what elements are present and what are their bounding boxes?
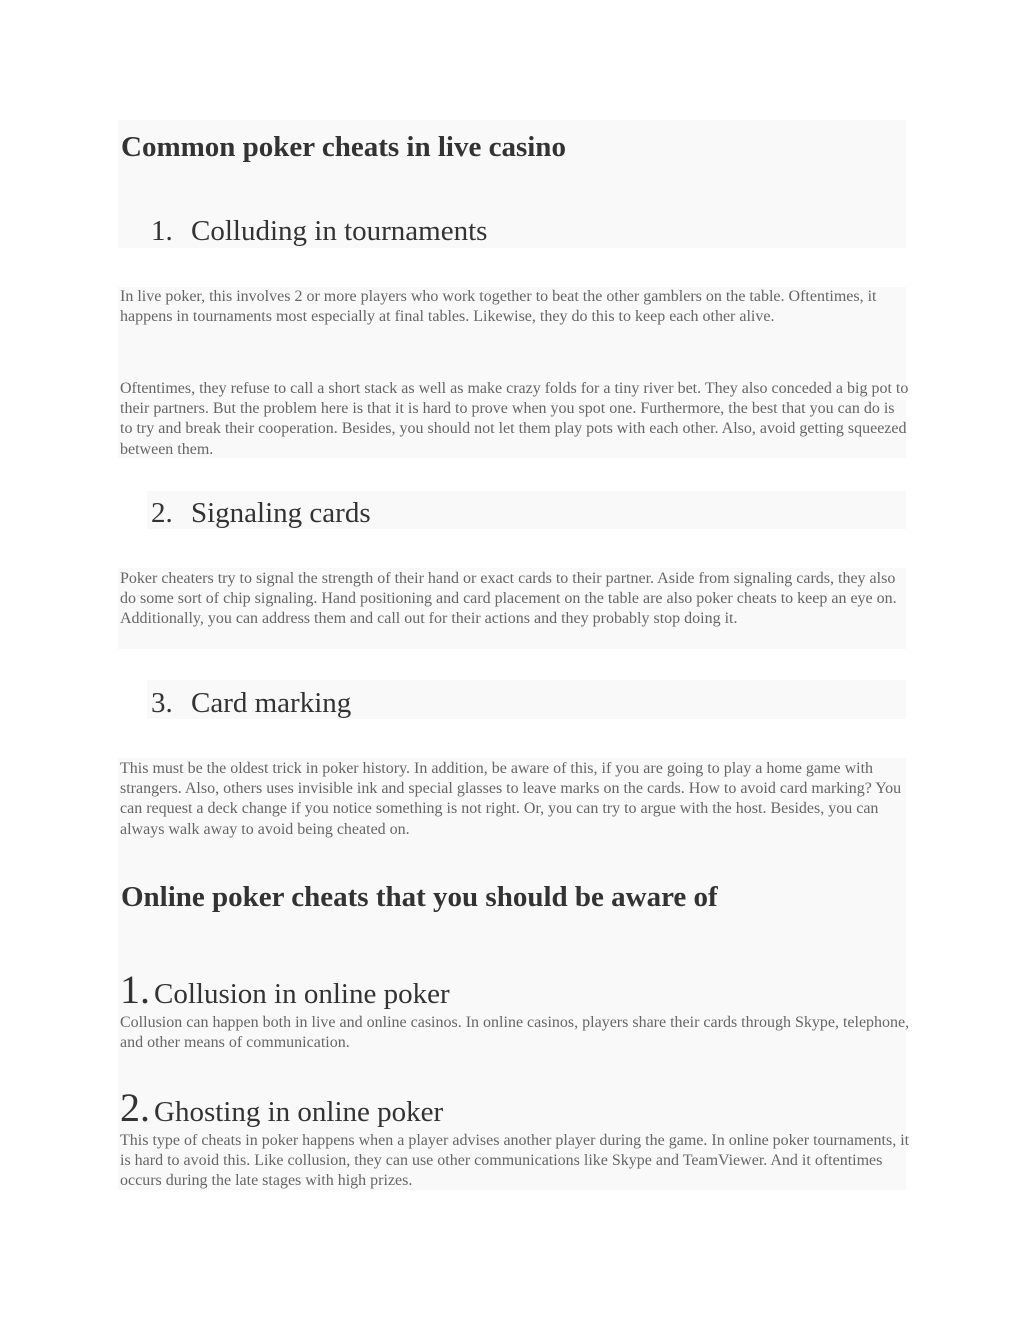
paragraph: Poker cheaters try to signal the strength of their hand or exact cards to their partner. Aside from signaling cards, they also do some sort of chip signaling. Hand positioning and card placement on the table are also poker cheats to keep an eye on. Additionally, you can address them and call out for their actions and they probably stop doing it. [120, 570, 897, 628]
subheading-text: Collusion in online poker [154, 978, 450, 1010]
subheading-text: Card marking [191, 687, 352, 719]
section-title-online-poker: Online poker cheats that you should be aware of [121, 881, 718, 913]
paragraph: Oftentimes, they refuse to call a short stack as well as make crazy folds for a tiny river bet. They also conceded a big pot to their partners. But the problem here is that it is hard to prove when you spot one. Furthermore, the best that you can do is to try and break their cooperation. Besides, you should not let them play pots with each other. Also, avoid getting squeezed between them. [120, 380, 909, 458]
list-number: 2. [151, 497, 173, 529]
paragraph: Collusion can happen both in live and online casinos. In online casinos, players share their cards through Skype, telephone, and other means of communication. [120, 1014, 910, 1052]
section-title-live-casino: Common poker cheats in live casino [121, 131, 566, 163]
list-number: 1. [120, 967, 150, 1012]
paragraph: This must be the oldest trick in poker history. In addition, be aware of this, if you are going to play a home game with strangers. Also, others uses invisible ink and special glasses to leave marks on the cards. How to avoid card marking? You can request a deck change if you notice something is not right. Or, you can try to argue with the host. Besides, you can always walk away to avoid being cheated on. [120, 760, 902, 838]
subheading-collusion-online [120, 967, 450, 1012]
subheading-text: Colluding in tournaments [191, 215, 488, 247]
list-number: 3. [151, 687, 173, 719]
subheading-text: Ghosting in online poker [154, 1096, 444, 1128]
paragraph: This type of cheats in poker happens when a player advises another player during the game. In online poker tournaments, it is hard to avoid this. Like collusion, they can use other communications like Skype and TeamViewer. And it oftentimes occurs during the late stages with high prizes. [120, 1132, 910, 1190]
list-number: 1. [151, 215, 173, 247]
paragraph: In live poker, this involves 2 or more players who work together to beat the other gamblers on the table. Oftentimes, it happens in tournaments most especially at final tables. Likewise, they do this to keep each other alive. [120, 288, 877, 326]
subheading-ghosting-online [120, 1085, 444, 1130]
subheading-text: Signaling cards [191, 497, 371, 529]
list-number: 2. [120, 1085, 150, 1130]
